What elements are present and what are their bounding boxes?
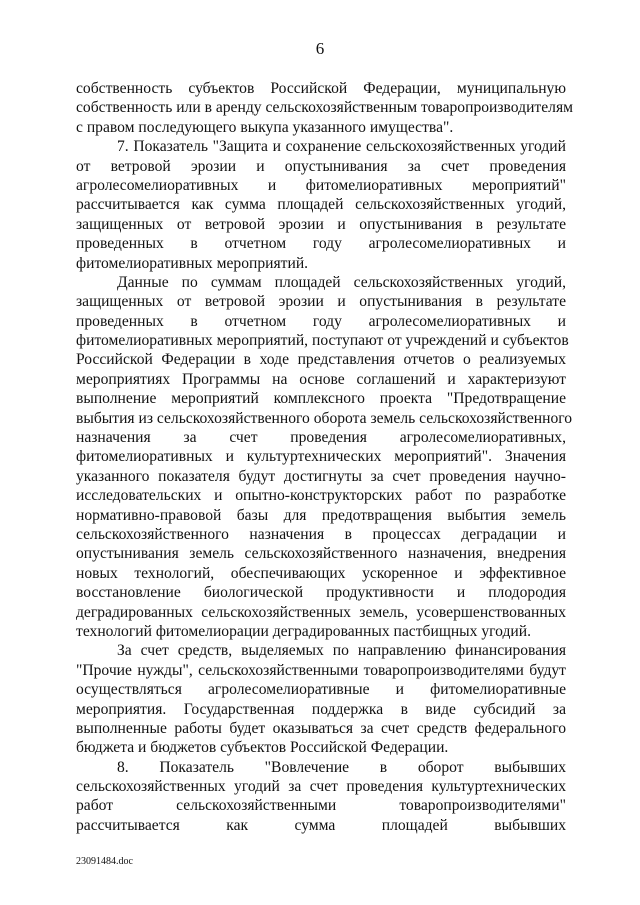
text-line: нормативно-правовой базы для предотвращения выбытия земель xyxy=(76,506,566,524)
text-line: мероприятиях Программы на основе соглашений и характеризуют xyxy=(76,370,566,388)
text-line: За счет средств, выделяемых по направлению финансирования xyxy=(117,642,566,660)
text-line: собственность или в аренду сельскохозяйственным товаропроизводителям xyxy=(76,99,573,117)
text-line: деградированных сельскохозяйственных земель, усовершенствованных xyxy=(76,603,566,621)
text-line: новых технологий, обеспечивающих ускоренное и эффективное xyxy=(76,564,566,582)
text-line: от ветровой эрозии и опустынивания за счет проведения xyxy=(76,157,566,175)
page-number: 6 xyxy=(315,39,325,58)
text-line: 8. Показатель "Вовлечение в оборот выбывших xyxy=(117,758,566,776)
text-line: выполнение мероприятий комплексного проекта "Предотвращение xyxy=(76,390,566,408)
text-line: указанного показателя будут достигнуты за счет проведения научно- xyxy=(76,467,566,485)
text-line: выполненные работы будет оказываться за счет средств федерального xyxy=(76,719,566,737)
text-line: бюджета и бюджетов субъектов Российской Федерации. xyxy=(76,739,449,757)
text-line: проведенных в отчетном году агролесомелиоративных и xyxy=(76,312,566,330)
text-line: назначения за счет проведения агролесомелиоративных, xyxy=(76,429,566,447)
file-name-footer: 23091484.doc xyxy=(76,856,133,867)
text-line: собственность субъектов Российской Федерации, муниципальную xyxy=(76,80,566,97)
text-line: проведенных в отчетном году агролесомелиоративных и xyxy=(76,235,566,253)
text-line: выбытия из сельскохозяйственного оборота земель сельскохозяйственного xyxy=(76,409,573,427)
text-line: осуществляться агролесомелиоративные и фитомелиоративные xyxy=(76,681,566,699)
text-line: восстановление биологической продуктивности и плодородия xyxy=(76,584,566,602)
text-line: защищенных от ветровой эрозии и опустынивания в результате xyxy=(76,215,566,233)
text-line: Российской Федерации в ходе представления отчетов о реализуемых xyxy=(76,351,566,369)
text-line: агролесомелиоративных и фитомелиоративных мероприятий" xyxy=(76,176,566,194)
text-line: рассчитывается как сумма площадей сельскохозяйственных угодий, xyxy=(76,196,566,214)
text-line: Данные по суммам площадей сельскохозяйственных угодий, xyxy=(117,273,566,291)
text-line: фитомелиоративных и культуртехнических мероприятий". Значения xyxy=(76,448,566,466)
text-line: с правом последующего выкупа указанного имущества". xyxy=(76,118,454,136)
text-line: исследовательских и опытно-конструкторских работ по разработке xyxy=(76,487,566,505)
text-line: работ сельскохозяйственными товаропроизводителями" xyxy=(76,797,566,815)
text-line: фитомелиоративных мероприятий. xyxy=(76,254,309,272)
text-line: сельскохозяйственных угодий за счет проведения культуртехнических xyxy=(76,778,566,796)
text-line: 7. Показатель "Защита и сохранение сельскохозяйственных угодий xyxy=(117,138,566,156)
document-body xyxy=(76,79,573,835)
text-line: мероприятия. Государственная поддержка в виде субсидий за xyxy=(76,700,566,718)
text-line: технологий фитомелиорации деградированных пастбищных угодий. xyxy=(76,622,532,640)
text-line: опустынивания земель сельскохозяйственного назначения, внедрения xyxy=(76,545,566,563)
text-line: фитомелиоративных мероприятий, поступают от учреждений и субъектов xyxy=(76,332,569,350)
text-line: "Прочие нужды", сельскохозяйственными товаропроизводителями будут xyxy=(76,661,566,679)
text-line: защищенных от ветровой эрозии и опустынивания в результате xyxy=(76,293,566,311)
text-line: сельскохозяйственного назначения в процессах деградации и xyxy=(76,525,566,543)
text-line: рассчитывается как сумма площадей выбывших xyxy=(76,816,566,834)
